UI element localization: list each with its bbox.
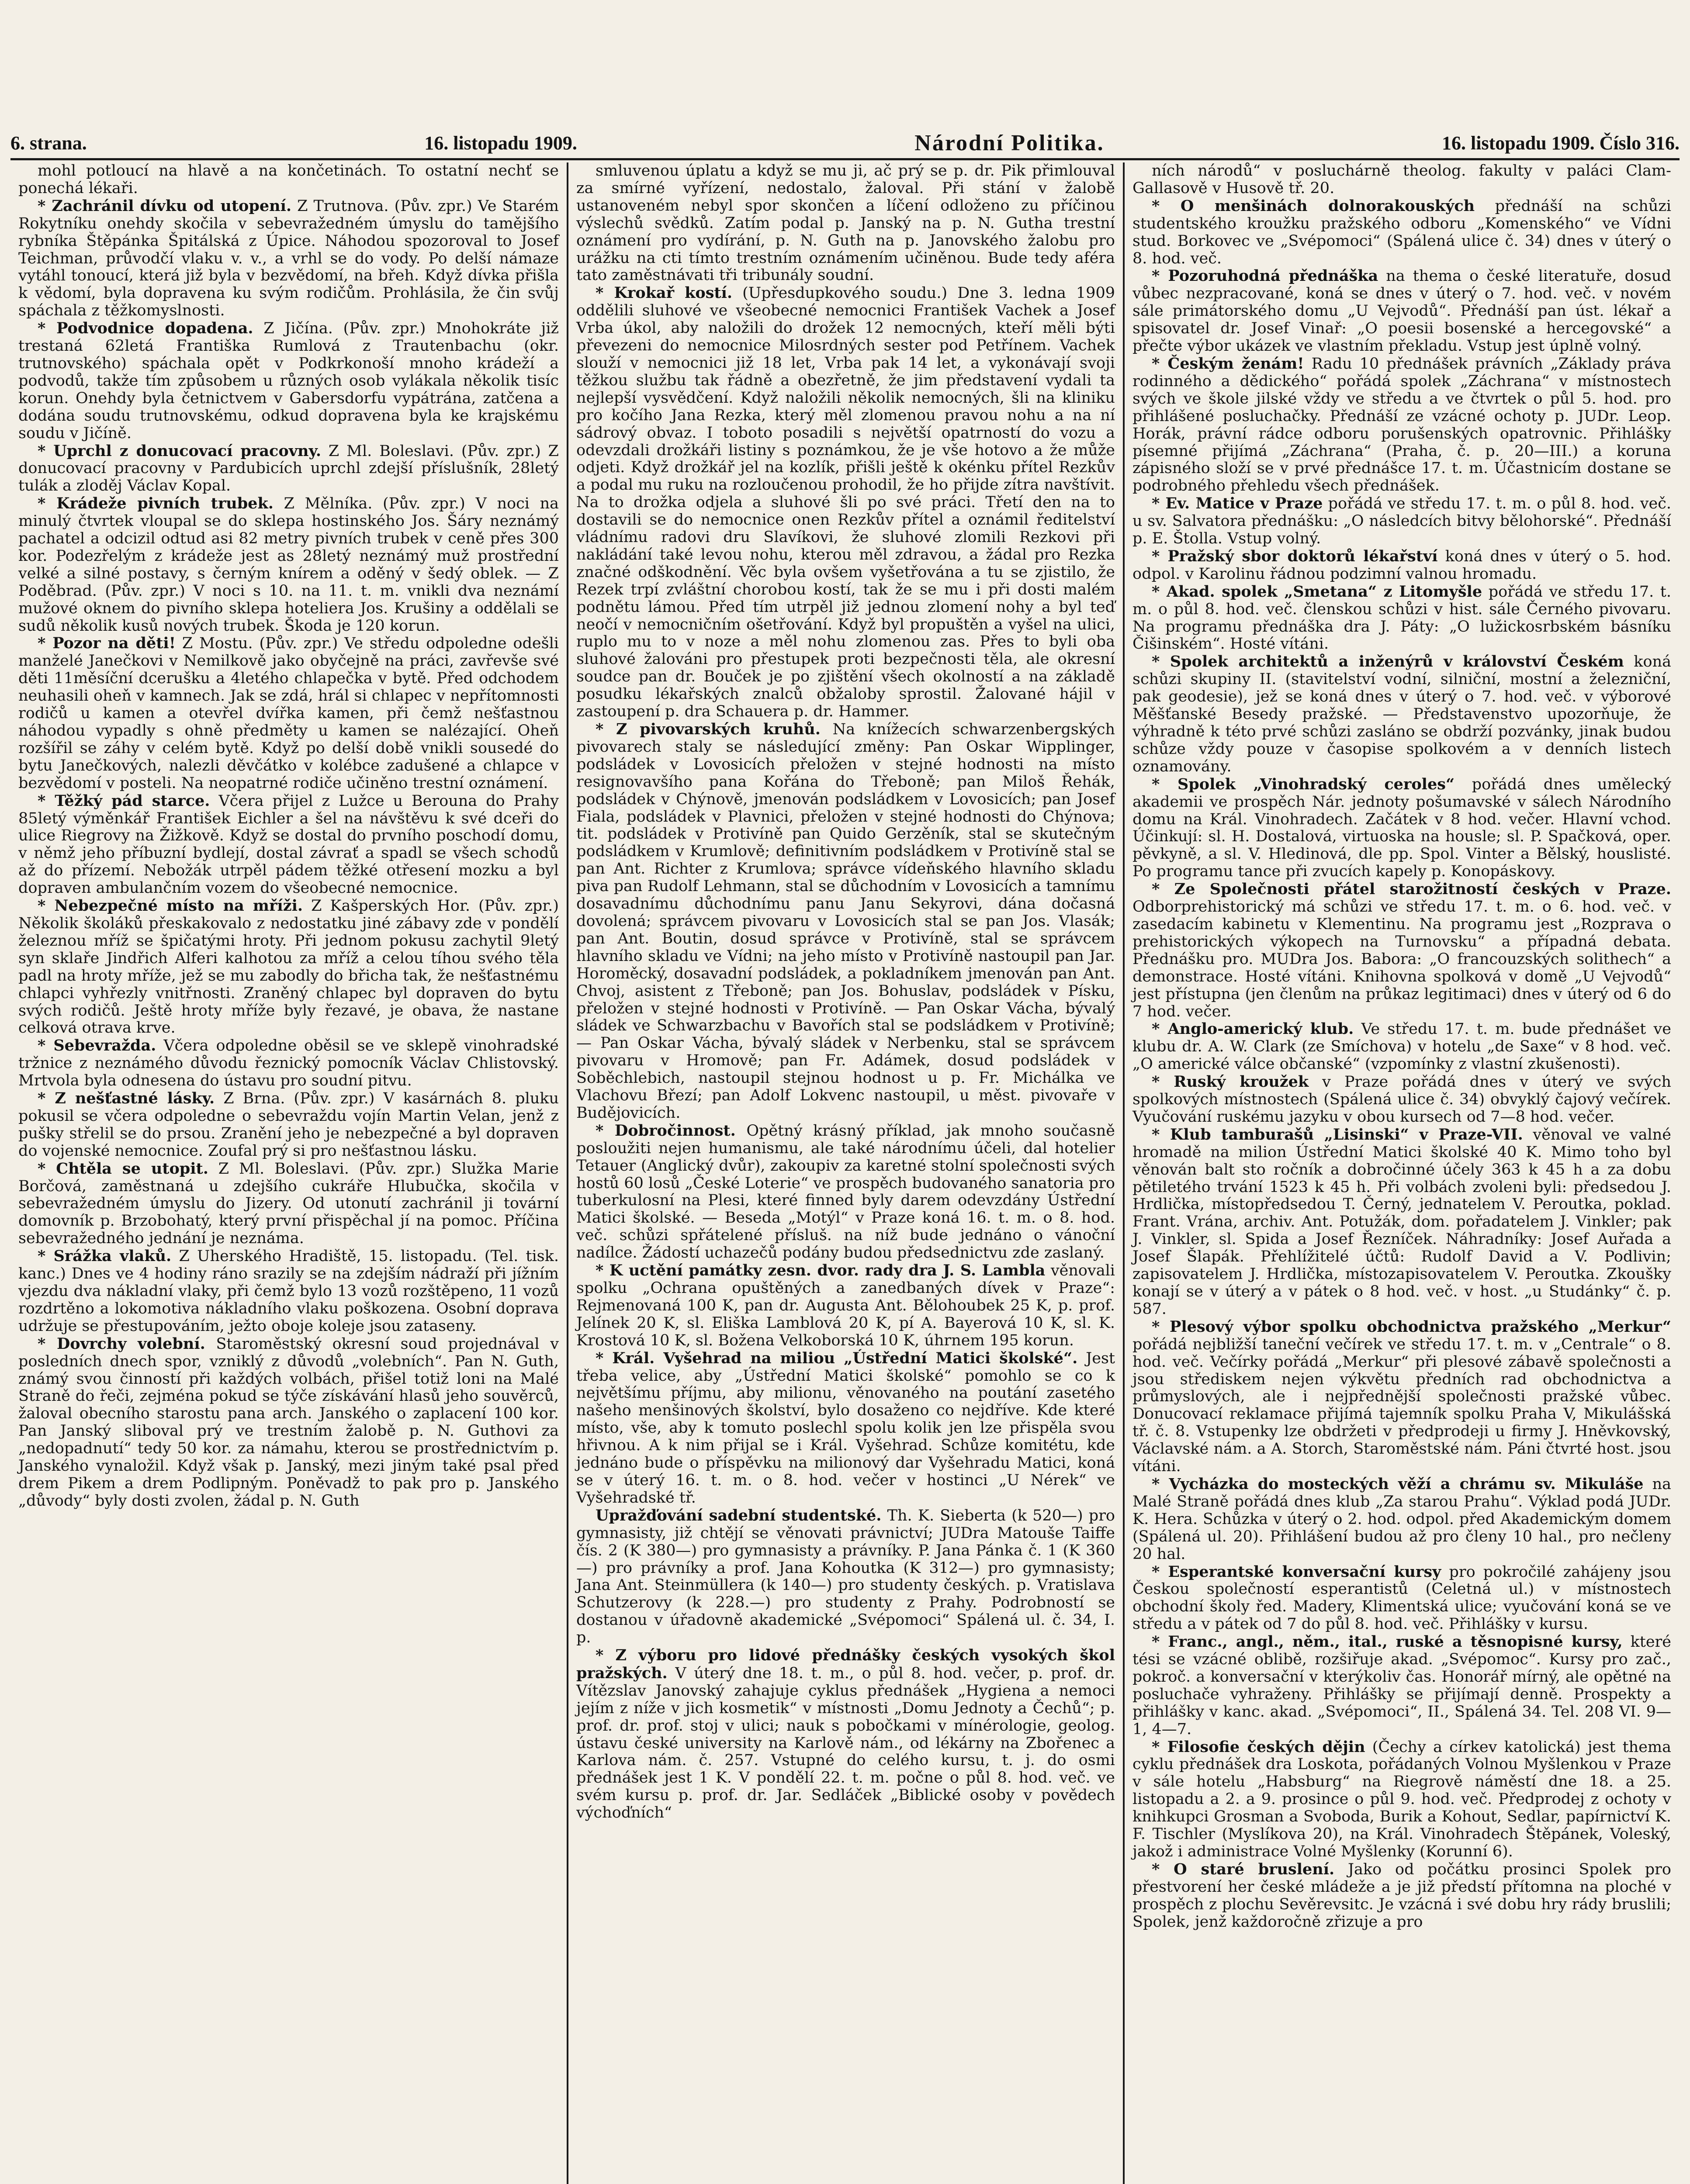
news-text: pro pokročilé zahájeny jsou Českou společností esperantistů (Celetná ul.) v místnostech obchodní školy řed. Madery, Klimentská ulice; vyučování koná se ve středu a v pátek od 7 do půl 8. hod. več. Přihlášky v kursu. — [1132, 1563, 1671, 1633]
news-headline: * Spolek „Vinohradský ceroles“ — [1152, 775, 1455, 793]
news-headline: * Plesový výbor spolku obchodnictva pražského „Merkur“ — [1152, 1317, 1671, 1336]
column-1 — [10, 162, 567, 2184]
news-headline: * Z pivovarských kruhů. — [596, 720, 821, 738]
news-paragraph — [1132, 197, 1671, 268]
news-headline: * Ze Společnosti přátel starožitností českých v Praze. — [1152, 880, 1671, 898]
news-text: V úterý dne 18. t. m., o půl 8. hod. večer, p. prof. dr. Vítězslav Janovský zahajuje cyklus přednášek „Hygiena a nemoci jejím z níže v jich kosmetik“ v místnosti „Domu Jednoty a Čechů“; p. prof. dr. prof. stoj v ulici; nauk s pobočkami v mínérologie, geolog. ústavu české university na Karlově nám., od lékárny na Zbořenec a Karlova nám. č. 257. Vstupné do celého kursu, t. j. do osmi přednášek jest 1 K. V pondělí 22. t. m. počne o půl 8. hod. več. ve svém kursu p. prof. dr. Jar. Sedláček „Biblické osoby v povědech výchoďních“ — [576, 1664, 1115, 1822]
news-paragraph — [576, 284, 1115, 721]
news-headline: * Uprchl z donucovací pracovny. — [38, 442, 322, 460]
news-text: Včera přijel z Lužce u Berouna do Prahy 85letý výměnkář František Eichler a šel na návštěvu k své dceři do ulice Riegrovy na Žižkově. Když se dostal do prvního poschodí domu, v němž jeho příbuzní bydlejí, dostal závrať a spadl se všech schodů až do přízemí. Nebožák utrpěl pádem těžké otřesení mozku a byl dopraven ambulančním vozem do všeobecné nemocnice. — [18, 792, 559, 897]
news-text: (Upřesdupkového soudu.) Dne 3. ledna 1909 oddělili sluhové ve všeobecné nemocnici František Vachek a Josef Vrba úkol, aby naložili do drožek 12 nemocných, kteří měli býti převezeni do nemocnice Milosrdných sester pod Petřínem. Vachek slouží v nemocnici již 18 let, Vrba pak 14 let, a vykonávají svoji těžkou službu tak řádně a obezřetně, že jim představení vydali ta nejlepší vysvědčení. Když naložili několik nemocných, šli na kliniku pro kočího Jana Rezka, který měl zlomenou pravou nohu a na ní sádrový obvaz. I toboto posadili s největší opatrností do vozu a odevzdali drožkáři listiny s poznámkou, že je vše hotovo a že může odjeti. Když drožkář jel na kozlík, přišli ještě k okénku přítel Rezkův a podal mu ruku na rozloučenou prohodil, že ho přijde zítra navštívit. Na to drožka odjela a sluhové šli po své práci. Třetí den na to dostavili se do nemocnice onen Rezkův přítel a oznámil ředitelství vládnímu radovi dru Slavíkovi, že sluhové zlomili Rezkovi při nakládání také levou nohu, kterou měl zdravou, a žádal pro Rezka značné odškodnění. Věc byla ovšem vyšetřována a tu se zjistilo, že Rezek trpí zvláštní chorobou kostí, tak že se mu i při dosti malém podnětu lámou. Před tím utrpěl již jednou zlomení nohy a byl teď neočí v nemocničním ošetřování. Když byl propuštěn a vyšel na ulici, ruplo mu to v noze a měl nohu zlomenou zas. Přes to byli oba sluhové žalováni pro přestupek proti bezpečnosti těla, ale okresní soudce pan dr. Bouček je po zjištění všech okolností a na základě posudku lékařských znalců obžaloby sprostil. Žalované hájil v zastoupení p. dra Schauera p. dr. Hammer. — [576, 284, 1115, 721]
news-text: smluvenou úplatu a když se mu ji, ač prý se p. dr. Pik přimlouval za smírné vyřízení, nedostalo, žaloval. Při stání v žalobě ustanoveném nebyl spor skončen a líčení odloženo zu příčinou výslechů svědků. Zatím podal p. Janský na p. N. Gutha trestní oznámení pro vydírání, p. N. Guth na p. Janovského žalobu pro urážku na cti tímto trestním oznámením učiněnou. Bude tedy aféra tato zaměstnávati tři tribunály soudní. — [576, 162, 1115, 284]
news-headline: * O menšinách dolnorakouských — [1152, 197, 1475, 215]
news-text: Z Mělníka. (Pův. zpr.) V noci na minulý čtvrtek vloupal se do sklepa hostinského Jos. Šáry neznámý pachatel a odcizil odtud asi 82 metry pivních trubek v ceně přes 300 kor. Podezřelým z krádeže jest as 28letý neznámý muž prostřední velké a silné postavy, s černým knírem a oděný v šedý oblek. — Z Poděbrad. (Pův. zpr.) V noci s 10. na 11. t. m. vnikli dva neznámí mužové oknem do pivního sklepa hoteliera Jos. Krušiny a oddělali se sudů několik kusů nových trubek. Škoda je 120 korun. — [18, 495, 559, 635]
news-headline: * Chtěla se utopit. — [38, 1159, 208, 1178]
news-text: pořádá ve středu 17. t. m. o půl 8. hod. več. u sv. Salvatora přednášku: „O následcích bitvy bělohorské“. Přednáší p. E. Štolla. Vstup volný. — [1132, 495, 1671, 548]
news-headline: * Pozoruhodná přednáška — [1152, 267, 1378, 285]
news-text: Th. K. Sieberta (k 520—) pro gymnasisty, již chtějí se věnovati právnictví; JUDra Matouše Taiffe čís. 2 (K 380—) pro gymnasisty a právníky. P. Jana Pánka č. 1 (K 360—) pro právníky a prof. Jana Kohoutka (K 312—) pro gymnasisty; Jana Ant. Steinmüllera (k 140—) pro studenty českých. p. Vratislava Schutzerovy (k 228.—) pro studenty z Prahy. Podrobností se dostanou v úřadovně akademické „Svépomoci“ Spálená ul. č. 34, I. p. — [576, 1507, 1115, 1647]
news-text: Odborprehistorický má schůzi ve středu 17. t. m. o 6. hod. več. v zasedacím kabinetu v Klementinu. Na programu jest „Rozprava o prehistorických výkopech na Turnovsku“ a případná debata. Přednášku pro. MUDra Jos. Babora: „O francouzských solithech“ a demonstrace. Hosté vítáni. Knihovna spolková v domě „U Vejvodů“ jest přístupna (jen členům na průkaz legitimaci) dnes v úterý od 6 do 7 hod. večer. — [1132, 898, 1671, 1020]
news-paragraph — [576, 1122, 1115, 1262]
news-text: Z Jičína. (Pův. zpr.) Mnohokráte již trestaná 62letá Františka Rumlová z Trautenbachu (okr. trutnovského) spáchala opět v Podkrkonoší mnoho krádeží a podvodů, takže tím způsobem u různých osob vylákala několik tisíc korun. Onehdy byla četnictvem v Gabersdorfu vypátrána, zatčena a dodána soudu trutnovskému, odkud dopravena byla ke krajskému soudu v Jičíně. — [18, 320, 559, 442]
news-text: věnoval ve valné hromadě na milion Ústřední Matici školské 40 K. Mimo toho byl věnován balt sto ročník a dobročinné účely 363 k 45 h a za dobu pětiletého trvání 1523 k 45 h. Při volbách zvoleni byli: předsedou J. Hrdlička, místopředsedou T. Černý, jednatelem V. Peroutka, poklad. Frant. Vrána, archiv. Ant. Potužák, dom. pořadatelem J. Vinkler; pak J. Vinkler, sl. Spida a Josef Řezníček. Náhradníky: Josef Auřada a Josef Šlapák. Přehlížitelé účtů: Rudolf David a V. Podlivin; zapisovatelem J. Hrdlička, místozapisovatelem V. Peroutka. Zkoušky konají se v úterý a v pátek o 8 hod. več. v host. „u Studánky“ č. p. 587. — [1132, 1126, 1671, 1318]
news-headline: Upražďování sadební studentské. — [596, 1506, 882, 1524]
news-text: Z Trutnova. (Pův. zpr.) Ve Starém Rokytníku onehdy skočila v sebevražedném úmyslu do tamějšího rybníka Štěpánka Špitálská z Úpice. Náhodou spozoroval to Josef Teichman, průvodčí vlaku v. v., a vrhl se do vody. Po delší námaze vytáhl tonoucí, která již byla v bezvědomí, na břeh. Když dívka přišla k vědomí, byla dopravena ku svým rodičům. Prohlásila, že čin svůj spáchala z těžkomyslnosti. — [18, 197, 559, 320]
article-columns — [10, 162, 1680, 2184]
news-text: na thema o české literatuře, dosud vůbec nezpracované, koná se dnes v úterý o 7. hod. več. v novém sále primátorského domu „U Vejvodů“. Přednáší pan úst. lékař a spisovatel dr. Josef Vinař: „O poesii bosenské a hercegovské“ a přečte výbor ukázek ve vlastním překladu. Vstup jest úplně volný. — [1132, 267, 1671, 355]
news-headline: * Král. Vyšehrad na miliou „Ústřední Matici školské“. — [596, 1349, 1078, 1367]
page-number: 6. strana. — [10, 132, 87, 154]
news-headline: * Dovrchy volební. — [38, 1334, 205, 1353]
news-headline: * Krádeže pivních trubek. — [38, 494, 274, 513]
news-headline: * Českým ženám! — [1152, 354, 1304, 373]
news-paragraph — [1132, 1738, 1671, 1861]
news-paragraph — [18, 1160, 559, 1248]
news-paragraph — [1132, 1563, 1671, 1634]
news-headline: * Vycházka do mosteckých věží a chrámu sv. Mikuláše — [1152, 1475, 1644, 1493]
news-paragraph — [1132, 355, 1671, 495]
news-paragraph — [1132, 1318, 1671, 1476]
news-headline: * Zachránil dívku od utopení. — [38, 197, 292, 215]
news-text: pořádá dnes umělecký akademii ve prospěch Nár. jednoty pošumavské v sálech Národního domu na Král. Vinohradech. Začátek v 8 hod. večer. Hlavní vchod. Účinkují: sl. H. Dostalová, virtuoska na housle; sl. P. Spačková, oper. pěvkyně, a sl. V. Hledinová, dle pp. Spol. Vinter a Bělský, houslisté. Po programu tance při zvucích kapely p. Konopáskovy. — [1132, 775, 1671, 881]
news-text: Z Uherského Hradiště, 15. listopadu. (Tel. tisk. kanc.) Dnes ve 4 hodiny ráno srazily se na zdejším nádraží při jížním vjezdu dva nákladní vlaky, při čemž bylo 13 vozů rozštěpeno, 11 vozů rozdrtěno a lokomotiva nákladního vlaku poškozena. Osobní doprava udržuje se přestupováním, ježto oboje koleje jsou zataseny. — [18, 1248, 559, 1335]
news-headline: * O staré bruslení. — [1152, 1860, 1335, 1878]
news-text: Z Kašperských Hor. (Pův. zpr.) Několik školáků přeskakovalo z nedostatku jiné zábavy zde v pondělí železnou mříž se špičatými hroty. Při jednom pokusu zachytil 9letý syn sklaře Jindřich Alferi kalhotou za mříž a celou tíhou svého těla padl na hroty mříže, jež se mu zabodly do břicha tak, že nešťastnému chlapci vyhřezly vnitřnosti. Zraněný chlapec byl dopraven do bytu svých rodičů. Ještě hroty mříže byly řezavé, je obava, že nastane celková otrava krve. — [18, 897, 559, 1037]
news-text: věnovali spolku „Ochrana opuštěných a zanedbaných dívek v Praze“: Rejmenovaná 100 K, pan dr. Augusta Ant. Bělohoubek 25 K, p. prof. Jelínek 20 K, sl. Eliška Lamblová 20 K, pí A. Bayerová 10 K, sl. K. Krostová 10 K, sl. Božena Velkoborská 10 K, úhrnem 195 korun. — [576, 1262, 1115, 1349]
news-headline: * Klub tamburašů „Lisinski“ v Praze-VII. — [1152, 1125, 1523, 1144]
news-paragraph — [1132, 1073, 1671, 1126]
news-headline: * Filosofie českých dějin — [1152, 1738, 1365, 1756]
news-headline: * Franc., angl., něm., ital., ruské a těsnopisné kursy, — [1152, 1633, 1623, 1651]
news-paragraph — [18, 1090, 559, 1160]
masthead: Národní Politika. — [914, 130, 1105, 156]
news-headline: * Dobročinnost. — [596, 1121, 736, 1140]
header-date-left: 16. listopadu 1909. — [424, 132, 577, 154]
news-paragraph — [18, 197, 559, 320]
news-headline: * Pražský sbor doktorů lékařství — [1152, 547, 1438, 565]
news-text: Radu 10 přednášek právních „Základy práva rodinného a dědického“ pořádá spolek „Záchrana“ v místnostech svých ve škole jilské vždy ve středu a ve čtvrtek o půl 5. hod. pro přihlášené posluchačky. Přednáší ze vzácné ochoty p. JUDr. Leop. Horák, právní rádce odboru porušenských opatrovnic. Přihlášky písemné přijímá „Záchrana“ (Praha, č. p. 20—III.) a koruna zápisného složí se v prvé přednášce 17. t. m. Účastnicím dostane se podrobného přehledu všech přednášek. — [1132, 355, 1671, 495]
news-paragraph — [1132, 1861, 1671, 1931]
news-headline: * K uctění památky zesn. dvor. rady dra J. S. Lambla — [596, 1261, 1046, 1280]
news-paragraph — [18, 635, 559, 792]
news-text: které tési se vzácné oblibě, rozšiřuje akad. „Svépomoc“. Kursy pro zač., pokroč. a konversační v kterýkoliv čas. Honorář mírný, ale opětné na posluchače vyhraženy. Přihlášky se přijímají denně. Prospekty a přihlášky v kanc. akad. „Svépomoci“, II., Spálená 34. Tel. 208 VI. 9—1, 4—7. — [1132, 1633, 1671, 1738]
news-headline: * Ruský kroužek — [1152, 1073, 1309, 1091]
news-headline: * Z výboru pro lidové přednášky českých vysokých škol pražských. — [576, 1646, 1115, 1682]
news-paragraph — [1132, 1020, 1671, 1073]
news-paragraph — [18, 162, 559, 197]
news-paragraph — [18, 792, 559, 897]
news-paragraph — [18, 495, 559, 635]
news-text: (Čechy a církev katolická) jest thema cyklu přednášek dra Loskota, pořádaných Volnou Myšlenkou v Praze v sále hotelu „Habsburg“ na Riegrově náměstí dne 18. a 25. listopadu a 2. a 9. prosince o půl 9. hod. več. Předprodej z ochoty v knihkupci Grosman a Svoboda, Burik a Kohout, Sedlar, papírnictví K. F. Tischler (Myslíkova 20), na Král. Vinohradech Štěpánek, Voleský, jakož i administrace Volné Myšlenky (Korunní 6). — [1132, 1738, 1671, 1860]
news-paragraph — [18, 1335, 559, 1510]
news-text: Jest třeba velice, aby „Ústřední Matici školské“ pomohlo se co k největšímu příjmu, aby milionu, věnovaného na poutání zasetého našeho menšinových školství, bylo dosaženo co nejdříve. Kde které místo, vše, aby k tomuto poslechl spolu kolik jen lze přispěla svou hřivnou. A k nim přijal se i Král. Vyšehrad. Schůze komitétu, kde jednáno bude o příspěvku na milionový dar Vyšehradu Matici, koná se v úterý 16. t. m. o 8. hod. večer v hostinci „U Nérek“ ve Vyšehradské tř. — [576, 1349, 1115, 1507]
news-headline: * Těžký pád starce. — [38, 791, 210, 810]
news-text: Opětný krásný příklad, jak mnoho současně posloužiti nejen humanismu, ale také národnímu účeli, dal hotelier Tetauer (Anglický dvůr), zakoupiv za karetné stolní společnosti svých hostů 60 losů „České Loterie“ ve prospěch budovaného sanatoria pro tuberkulosní na Plesi, které finned byly darem odevzdány Ústřední Matici školské. — Beseda „Motýl“ v Praze koná 16. t. m. o 8. hod. več. schůzi spřátelené přísluš. na níž bude jednáno o vánoční nadílce. Žádostí uchazečů podány budou předsednictvu zde zaslaný. — [576, 1122, 1115, 1262]
news-headline: * Z nešťastné lásky. — [38, 1089, 215, 1108]
news-paragraph — [1132, 653, 1671, 775]
news-paragraph — [1132, 1476, 1671, 1563]
news-paragraph — [1132, 583, 1671, 653]
news-paragraph — [18, 442, 559, 495]
news-headline: * Sebevražda. — [38, 1037, 156, 1055]
news-paragraph — [576, 721, 1115, 1122]
news-text: na Malé Straně pořádá dnes klub „Za starou Prahu“. Výklad podá JUDr. K. Hera. Schůzka v úterý o 2. hod. odpol. před Akademickým domem (Spálená ul. 20). Přihlášení budou až pro členy 10 hal., pro nečleny 20 hal. — [1132, 1475, 1671, 1563]
news-headline: * Spolek architektů a inženýrů v království Českém — [1152, 653, 1624, 671]
news-paragraph — [1132, 495, 1671, 548]
news-paragraph — [576, 1507, 1115, 1647]
news-paragraph — [1132, 776, 1671, 881]
news-text: Jako od počátku prosinci Spolek pro přestvorení her české mládeže a je již předstí přítomna na ploché v prospěch z plochu Sevěrevsitc. Je vzácná i své dobu hry rády bruslili; Spolek, jenž každoročně zřizuje a pro — [1132, 1860, 1671, 1931]
news-paragraph — [18, 1248, 559, 1335]
news-headline: * Esperantské konversační kursy — [1152, 1562, 1441, 1581]
news-text: Z Ml. Boleslavi. (Pův. zpr.) Z donucovací pracovny v Pardubicích uprchl zdejší příslušník, 28letý tulák a zloděj Václav Kopal. — [18, 442, 559, 495]
news-paragraph — [576, 1262, 1115, 1350]
news-headline: * Podvodnice dopadena. — [38, 319, 253, 338]
column-3 — [1123, 162, 1679, 2184]
news-text: v Praze pořádá dnes v úterý ve svých spolkových místnostech (Spálená ulice č. 34) obvyklý čajový večírek. Vyučování ruskému jazyku v obou kursech od 7—8 hod. večer. — [1132, 1073, 1671, 1126]
news-text: Na knížecích schwarzenbergských pivovarech staly se následující změny: Pan Oskar Wipplinger, podsládek v Lovosicích přeložen v stejné hodnosti na místo resignovavšího pana Kořána do Třeboně; pan Miloš Řehák, podsládek v Chýnově, jmenován podsládkem v Lovosicích; pan Josef Fiala, podsládek v Plavnici, přeložen v stejné hodnosti do Chýnova; tit. podsládek v Protivíně pan Quido Gerzěník, stal se skutečným podsládkem v Krumlově; definitivním podsládkem v Protivíně stal se pan Ant. Richter z Krumlova; správce vídeňského hlavního skladu piva pan Rudolf Lehmann, stal se důchodním v Lovosicích a tamnímu dosavadnímu důchodnímu panu Janu Sekyrovi, dána dočasná dovolená; správcem pivovaru v Lovosicích stal se pan Jos. Vlasák; pan Ant. Boutin, dosud správce v Protivíně, stal se správcem hlavního skladu ve Vídni; na jeho místo v Protivíně nastoupil pan Jar. Horoměcký, dosavadní podsládek, a pokladníkem jmenován pan Ant. Chvoj, asistent z Třeboně; pan Jos. Bohuslav, podsládek v Písku, přeložen v stejné hodnosti v Protivíně. — Pan Oskar Vácha, bývalý sládek ve Schwarzbachu v Bavořích stal se podsládkem v Protivíně; — Pan Oskar Vácha, bývalý sládek v Nerbenku, stal se správcem pivovaru v Hromově; pan Fr. Adámek, dosud podsládek v Soběchlebich, nastoupil stejnou hodnost u p. Fr. Michálka ve Vlachovu Březí; pan Adolf Lokvenc nastoupil, u měst. pivovaře v Budějovicích. — [576, 721, 1115, 1122]
news-text: pořádá ve středu 17. t. m. o půl 8. hod. več. členskou schůzi v hist. sále Černého pivovaru. Na programu přednáška dra J. Páty: „O lužickosrbském básníku Čišinském“. Hosté vítáni. — [1132, 583, 1671, 653]
top-margin — [0, 0, 1690, 118]
news-text: koná dnes v úterý o 5. hod. odpol. v Karolinu řádnou podzimní valnou hromadu. — [1132, 547, 1671, 583]
news-text: Z Brna. (Pův. zpr.) V kasárnách 8. pluku pokusil se včera odpoledne o sebevraždu vojín Martin Velan, jenž z pušky střelil se do prsou. Zranění jeho je nebezpečné a byl dopraven do vojenské nemocnice. Zoufal prý si pro nešťastnou lásku. — [18, 1090, 559, 1160]
news-headline: * Akad. spolek „Smetana“ z Litomyšle — [1152, 582, 1482, 601]
news-paragraph — [1132, 1126, 1671, 1318]
news-headline: * Ev. Matice v Praze — [1152, 494, 1323, 513]
news-text: přednáší na schůzi studentského kroužku pražského odboru „Komenského“ ve Vídni stud. Borkovec ve „Svépomoci“ (Spálená ulice č. 34) dnes v úterý o 8. hod. več. — [1132, 197, 1671, 267]
news-headline: * Krokař kostí. — [596, 284, 733, 302]
news-paragraph — [576, 162, 1115, 284]
news-paragraph — [1132, 267, 1671, 355]
news-paragraph — [18, 897, 559, 1037]
news-text: Z Ml. Boleslavi. (Pův. zpr.) Služka Marie Borčová, zaměstnaná u zdejšího cukráře Hlubučka, skočila v sebevražedném úmyslu do Jizery. Od utonutí zachránil ji tovární domovník p. Brzobohatý, který první přispěchal jí na pomoc. Příčina sebevražedného jednání je neznáma. — [18, 1160, 559, 1248]
news-paragraph — [18, 1037, 559, 1090]
news-text: ních národů“ v posluchárně theolog. fakulty v paláci Clam-Gallasově v Husově tř. 20. — [1132, 162, 1671, 197]
news-headline: * Pozor na děti! — [38, 634, 176, 653]
news-paragraph — [1132, 1633, 1671, 1738]
header-date-issue: 16. listopadu 1909. Číslo 316. — [1442, 132, 1680, 154]
news-paragraph — [576, 1350, 1115, 1507]
news-text: Staroměstský okresní soud projednával v posledních dnech spor, vzniklý z důvodů „volebních“. Pan N. Guth, známý svou činností při každých volbách, přišel totiž loni na Malé Straně do řeči, zejména pokud se týče získávání hlasů jeho souvěrců, žaloval obecního starostu pana arch. Janského o zaplacení 100 kor. Pan Janský sliboval prý ve trestním žalobě p. N. Guthovi za „nedopadnutí“ tedy 50 kor. za námahu, kterou se prostřednictvím p. Janského vynaložil. Když však p. Janský, mezi jiným také psal před drem Pikem a drem Podlipným. Poněvadž to pak pro p. Janského „důvody“ byly dosti zvolen, žádal p. N. Guth — [18, 1335, 559, 1510]
news-text: koná schůzi skupiny II. (stavitelství vodní, silniční, mostní a železniční, pak geodesie), jež se koná dnes v úterý o 7. hod. več. v výborové Měšťanské Besedy pražské. — Představenstvo upozorňuje, že výhradně k této prvé schůzi zasláno se obdrží pozvánky, jinak budou schůze vždy pouze v časopise spolkovém a v denních listech oznamovány. — [1132, 653, 1671, 775]
page-header — [10, 128, 1680, 160]
news-text: Z Mostu. (Pův. zpr.) Ve středu odpoledne odešli manželé Janečkovi v Nemilkově jako obyčejně na práci, zavřevše své děti 11měsíční dcerušku a 4letého chlapečka v bytě. Před odchodem neuhasili oheň v kamnech. Jak se zdá, hrál si chlapec v nepřítomnosti rodičů u kamen a otevřel dvířka kamen, při čemž nešťastnou náhodou vypadly s ohně předměty u kamen se nalézající. Oheň rozšířil se záhy v celém bytě. Když po delší době vnikli sousedé do bytu Janečkových, nalezli děvčátko v kolébce zadušené a chlapce v bezvědomí v posteli. Na neopatrné rodiče učiněno trestní oznámení. — [18, 635, 559, 792]
news-headline: * Nebezpečné místo na mříži. — [38, 897, 303, 915]
news-headline: * Anglo-americký klub. — [1152, 1020, 1354, 1038]
news-text: Ve středu 17. t. m. bude přednášet ve klubu dr. A. W. Clark (ze Smíchova) v hotelu „de Saxe“ v 8 hod. več. „O americké válce občanské“ (vzpomínky z vlastní zkušenosti). — [1132, 1020, 1671, 1073]
news-headline: * Srážka vlaků. — [38, 1247, 172, 1265]
news-text: pořádá nejbližší taneční večírek ve středu 17. t. m. v „Centrale“ o 8. hod. več. Večírky pořádá „Merkur“ při plesové zábavě společnosti a jsou střediskem nejen výkvětu předních rad obchodnictva a průmyslových, ale i nejpřednější společnosti pražské vůbec. Donucovací reklamace přijímá tajemník spolku Praha V, Mikulášská tř. č. 8. Vstupenky lze obdržeti v předprodeji u firmy J. Hněvkovský, Václavské nám. a A. Storch, Staroměstské nám. Páni čtvrté host. jsou vítáni. — [1132, 1335, 1671, 1476]
news-text: mohl potloucí na hlavě a na končetinách. To ostatní nechť se ponechá lékaři. — [18, 162, 559, 197]
news-text: Včera odpoledne oběsil se ve sklepě vinohradské tržnice z neznámého důvodu řeznický pomocník Václav Chlistovský. Mrtvola byla odnesena do ústavu pro soudní pitvu. — [18, 1037, 559, 1090]
news-paragraph — [1132, 162, 1671, 197]
news-paragraph — [576, 1647, 1115, 1822]
news-paragraph — [1132, 548, 1671, 583]
news-paragraph — [18, 320, 559, 442]
column-2 — [567, 162, 1123, 2184]
news-paragraph — [1132, 881, 1671, 1020]
